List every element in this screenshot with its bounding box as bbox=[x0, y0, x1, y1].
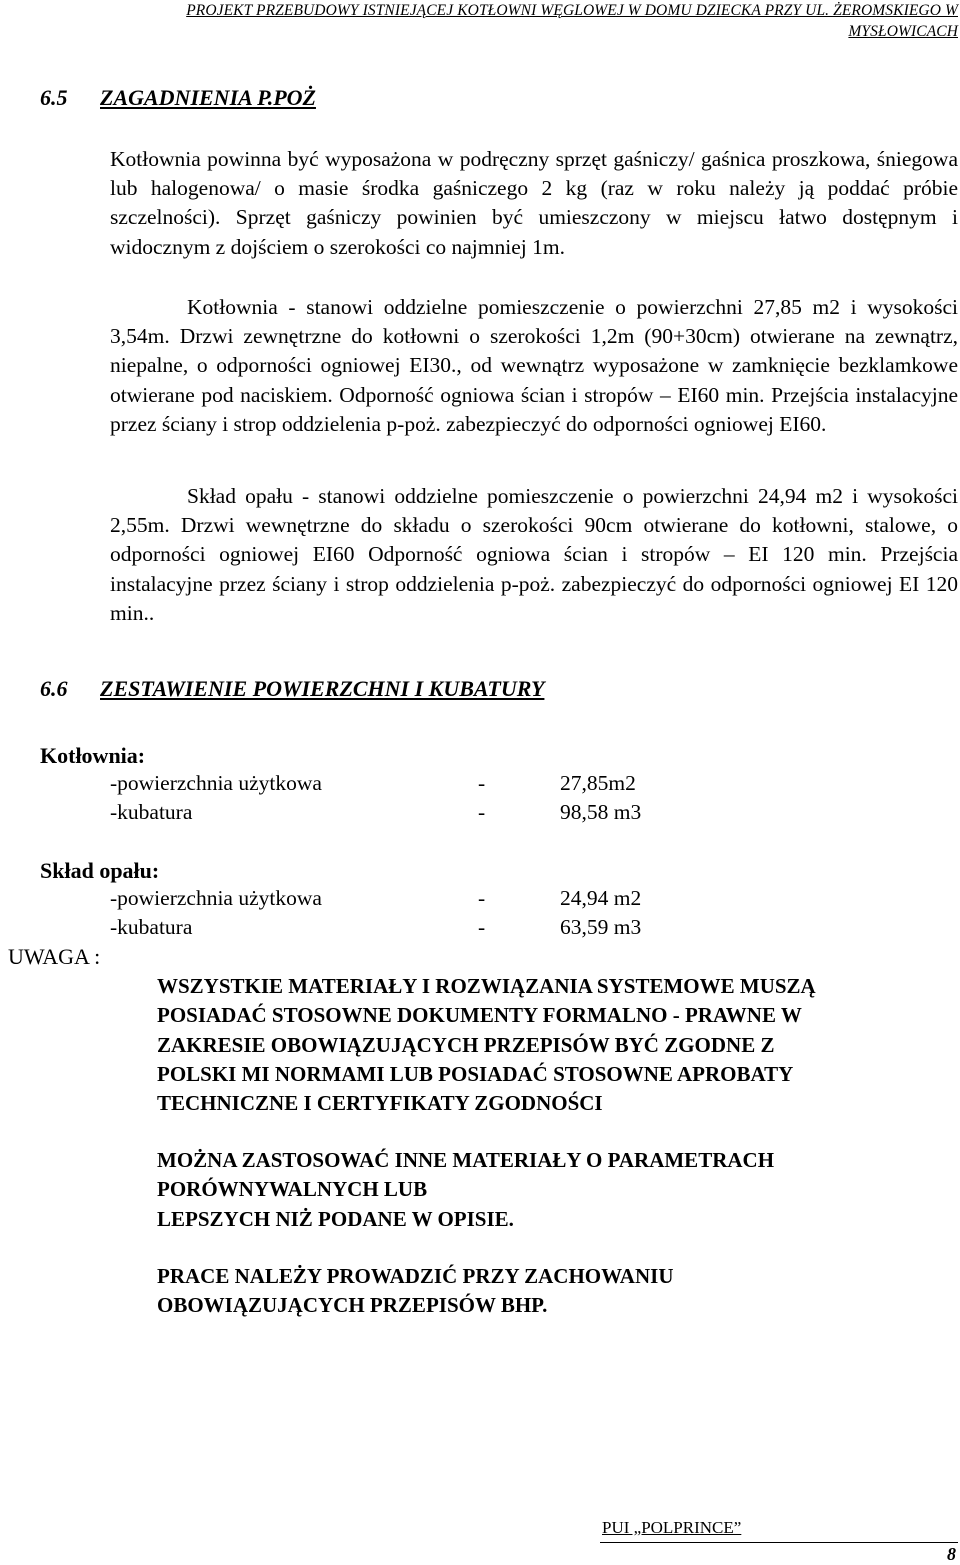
sklad-label: Skład opału: bbox=[40, 858, 160, 883]
warning-line: PORÓWNYWALNYCH LUB bbox=[157, 1177, 428, 1202]
footer-company: PUI „POLPRINCE” bbox=[602, 1518, 742, 1537]
warning-line: WSZYSTKIE MATERIAŁY I ROZWIĄZANIA SYSTEMOWE MUSZĄ bbox=[157, 974, 816, 998]
row-name: -powierzchnia użytkowa bbox=[110, 886, 322, 910]
section-title: ZESTAWIENIE POWIERZCHNI I KUBATURY bbox=[100, 676, 545, 701]
row-dash: - bbox=[478, 886, 486, 910]
warning-line: OBOWIĄZUJĄCYCH PRZEPISÓW BHP. bbox=[157, 1293, 548, 1318]
paragraph-text: Kotłownia powinna być wyposażona w podręczny sprzęt gaśniczy/ gaśnica proszkowa, śniegowa lub halogenowa/ o masie środka gaśniczego 2 kg (raz w roku należy ją poddać próbie szczelności). Sprzęt gaśniczy powinien być umieszczony w miejscu łatwo dostępnym i widocznym z dojściem o szerokości co najmniej 1m. bbox=[110, 147, 958, 259]
row-value: 27,85m2 bbox=[560, 771, 636, 795]
paragraph-fuel-store bbox=[110, 482, 958, 628]
warning-line: POLSKI MI NORMAMI LUB POSIADAĆ STOSOWNE APROBATY bbox=[157, 1061, 794, 1086]
row-dash: - bbox=[478, 771, 486, 795]
row-value: 24,94 m2 bbox=[560, 886, 642, 910]
warning-line: PRACE NALEŻY PROWADZIĆ PRZY ZACHOWANIU bbox=[157, 1264, 674, 1288]
row-name: -kubatura bbox=[110, 915, 193, 939]
section-number: 6.5 bbox=[40, 85, 68, 110]
row-name: -powierzchnia użytkowa bbox=[110, 771, 322, 795]
warning-block-1 bbox=[157, 972, 947, 1118]
warning-line: TECHNICZNE I CERTYFIKATY ZGODNOŚCI bbox=[157, 1091, 603, 1116]
warning-block-2 bbox=[157, 1146, 947, 1234]
warning-line: POSIADAĆ STOSOWNE DOKUMENTY FORMALNO - PRAWNE W bbox=[157, 1003, 802, 1028]
warning-line: LEPSZYCH NIŻ PODANE W OPISIE. bbox=[157, 1206, 514, 1231]
header-line-1: PROJEKT PRZEBUDOWY ISTNIEJĄCEJ KOTŁOWNI WĘGLOWEJ W DOMU DZIECKA PRZY UL. ŻEROMSKIEGO W bbox=[186, 2, 958, 19]
uwaga-label: UWAGA : bbox=[8, 944, 101, 969]
row-dash: - bbox=[478, 915, 486, 939]
row-name: -kubatura bbox=[110, 800, 193, 824]
row-dash: - bbox=[478, 800, 486, 824]
footer-divider bbox=[600, 1542, 958, 1543]
page-number: 8 bbox=[947, 1544, 956, 1564]
paragraph-fire-equipment bbox=[110, 145, 958, 262]
header-line-2: MYSŁOWICACH bbox=[848, 23, 958, 40]
warning-line: ZAKRESIE OBOWIĄZUJĄCYCH PRZEPISÓW BYĆ ZGODNE Z bbox=[157, 1032, 775, 1057]
warning-line: MOŻNA ZASTOSOWAĆ INNE MATERIAŁY O PARAMETRACH bbox=[157, 1148, 775, 1172]
section-heading-6-6 bbox=[40, 676, 544, 702]
paragraph-boiler-room bbox=[110, 293, 958, 439]
section-title: ZAGADNIENIA P.POŻ bbox=[100, 85, 316, 110]
warning-block-3 bbox=[157, 1262, 947, 1321]
paragraph-text: Kotłownia - stanowi oddzielne pomieszczenie o powierzchni 27,85 m2 i wysokości 3,54m. Drzwi zewnętrzne do kotłowni o szerokości 1,2m (90+30cm) otwierane na zewnątrz, niepalne, o odporności ogniowej EI30., od wewnątrz wyposażone w zamknięcie bezklamkowe otwierane pod naciskiem. Odporność ogniowa ścian i stropów – EI60 min. Przejścia instalacyjne przez ściany i strop oddzielenia p-poż. zabezpieczyć do odporności ogniowej EI60. bbox=[110, 295, 958, 436]
section-number: 6.6 bbox=[40, 676, 68, 701]
kotlownia-label: Kotłownia: bbox=[40, 743, 146, 768]
row-value: 63,59 m3 bbox=[560, 915, 642, 939]
section-heading-6-5 bbox=[40, 85, 316, 111]
paragraph-text: Skład opału - stanowi oddzielne pomieszczenie o powierzchni 24,94 m2 i wysokości 2,55m. Drzwi wewnętrzne do składu o szerokości 90cm otwierane do kotłowni, stalowe, o odporności ogniowej EI60 Odporność ogniowa ścian i stropów – EI 120 min. Przejścia instalacyjne przez ściany i strop oddzielenia p-poż. zabezpieczyć do odporności ogniowej EI 120 min.. bbox=[110, 484, 958, 625]
page-header bbox=[150, 0, 958, 42]
row-value: 98,58 m3 bbox=[560, 800, 642, 824]
